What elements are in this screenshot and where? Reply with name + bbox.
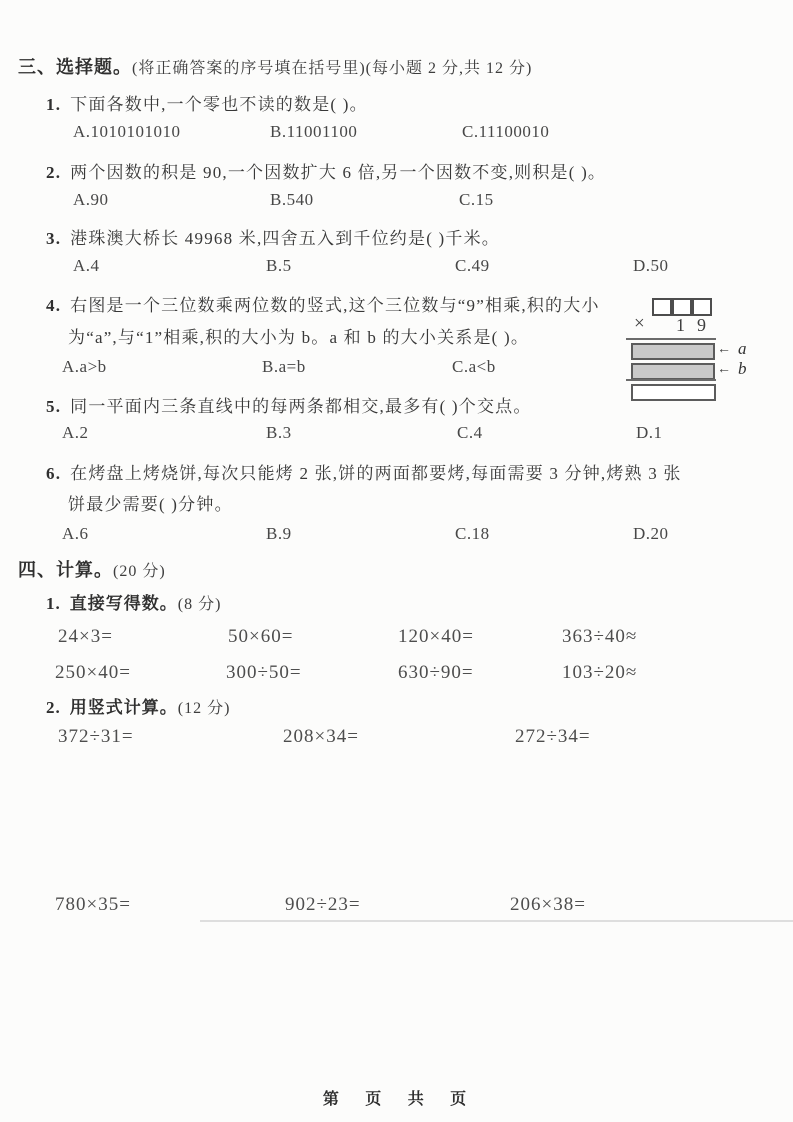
option-label: A.90 xyxy=(73,190,109,209)
math-expression: 208×34= xyxy=(283,726,359,747)
option-label: B.540 xyxy=(270,190,314,209)
partial-product-bar-b xyxy=(631,363,715,380)
math-expression: 300÷50= xyxy=(226,662,302,683)
option-label: C.4 xyxy=(457,423,483,442)
option-label: D.50 xyxy=(633,256,669,275)
option-label: B.5 xyxy=(266,256,292,275)
question-2-text: 两个因数的积是 90,一个因数扩大 6 倍,另一个因数不变,则积是( )。 xyxy=(70,163,607,182)
question-1-number: 1. xyxy=(46,95,62,114)
question-5 xyxy=(46,392,532,417)
scan-artifact-line xyxy=(200,920,793,922)
digit-box xyxy=(652,298,672,316)
option-label: B.9 xyxy=(266,524,292,543)
vertical-calc-row-1 xyxy=(0,726,793,754)
option-label: C.18 xyxy=(455,524,490,543)
section4-sub1-header xyxy=(46,589,221,614)
section3-title: 三、选择题。 xyxy=(18,57,132,77)
question-5-number: 5. xyxy=(46,397,62,416)
sub2-title: 用竖式计算。 xyxy=(69,698,178,717)
section4-points: (20 分) xyxy=(113,563,166,580)
times-sign: × xyxy=(634,313,645,334)
question-4-text-line2: 为“a”,与“1”相乘,积的大小为 b。a 和 b 的大小关系是( )。 xyxy=(68,328,530,347)
mental-math-row-1 xyxy=(0,626,793,654)
question-4-text-line1: 右图是一个三位数乘两位数的竖式,这个三位数与“9”相乘,积的大小 xyxy=(70,296,600,315)
sub2-number: 2. xyxy=(46,698,61,717)
question-5-text: 同一平面内三条直线中的每两条都相交,最多有( )个交点。 xyxy=(70,397,532,416)
question-3-text: 港珠澳大桥长 49968 米,四舍五入到千位约是( )千米。 xyxy=(70,229,500,248)
option-label: A.6 xyxy=(62,524,89,543)
question-4 xyxy=(46,291,600,316)
option-label: D.1 xyxy=(636,423,663,442)
label-a: a xyxy=(738,339,747,358)
math-expression: 630÷90= xyxy=(398,662,474,683)
digit-box xyxy=(692,298,712,316)
question-5-options xyxy=(0,423,793,449)
math-expression: 363÷40≈ xyxy=(562,626,638,647)
question-4-line2 xyxy=(68,323,529,348)
question-3 xyxy=(46,224,500,249)
vertical-calc-row-2 xyxy=(0,894,793,922)
digit-box xyxy=(672,298,692,316)
question-6-text-line2: 饼最少需要( )分钟。 xyxy=(68,495,233,514)
option-label: B.3 xyxy=(266,423,292,442)
result-bar xyxy=(631,384,716,401)
option-label: B.11001100 xyxy=(270,122,358,141)
question-3-number: 3. xyxy=(46,229,62,248)
section3-subtitle: (将正确答案的序号填在括号里)(每小题 2 分,共 12 分) xyxy=(132,60,533,77)
section3-header xyxy=(18,53,532,79)
sub1-points: (8 分) xyxy=(177,596,222,613)
section4-sub2-header xyxy=(46,693,230,718)
rule-line xyxy=(626,379,716,381)
sub1-number: 1. xyxy=(46,594,61,613)
math-expression: 206×38= xyxy=(510,894,586,915)
question-1 xyxy=(46,90,368,115)
arrow-icon: ← xyxy=(717,362,731,377)
option-label: A.1010101010 xyxy=(73,122,181,141)
partial-product-bar-a xyxy=(631,343,715,360)
section4-header xyxy=(18,556,166,582)
question-2-number: 2. xyxy=(46,163,62,182)
sub1-title: 直接写得数。 xyxy=(69,594,178,613)
question-1-text: 下面各数中,一个零也不读的数是( )。 xyxy=(70,95,368,114)
option-label: D.20 xyxy=(633,524,669,543)
option-label: B.a=b xyxy=(262,357,306,376)
option-label: C.15 xyxy=(459,190,494,209)
math-expression: 372÷31= xyxy=(58,726,134,747)
option-label: C.a<b xyxy=(452,357,496,376)
math-expression: 902÷23= xyxy=(285,894,361,915)
arrow-icon: ← xyxy=(717,342,731,357)
question-2-options xyxy=(0,190,793,216)
math-expression: 50×60= xyxy=(228,626,294,647)
math-expression: 272÷34= xyxy=(515,726,591,747)
option-label: A.4 xyxy=(73,256,100,275)
label-b: b xyxy=(738,359,747,378)
math-expression: 120×40= xyxy=(398,626,474,647)
question-6-number: 6. xyxy=(46,464,62,483)
question-6-text-line1: 在烤盘上烤烧饼,每次只能烤 2 张,饼的两面都要烤,每面需要 3 分钟,烤熟 3 张 xyxy=(70,464,682,483)
question-2 xyxy=(46,158,606,183)
section4-title: 四、计算。 xyxy=(18,560,113,580)
mental-math-row-2 xyxy=(0,662,793,690)
math-expression: 103÷20≈ xyxy=(562,662,638,683)
option-label: A.a>b xyxy=(62,357,107,376)
multiplication-diagram xyxy=(618,290,793,402)
math-expression: 250×40= xyxy=(55,662,131,683)
question-1-options xyxy=(0,122,793,148)
question-4-number: 4. xyxy=(46,296,62,315)
sub2-points: (12 分) xyxy=(177,700,231,717)
question-6-line2 xyxy=(68,490,233,515)
multiplier-digits: 19 xyxy=(676,315,718,335)
math-expression: 780×35= xyxy=(55,894,131,915)
question-3-options xyxy=(0,256,793,282)
rule-line xyxy=(626,338,716,340)
question-6-options xyxy=(0,524,793,550)
option-label: C.49 xyxy=(455,256,490,275)
math-expression: 24×3= xyxy=(58,626,113,647)
question-6 xyxy=(46,459,682,484)
option-label: A.2 xyxy=(62,423,89,442)
page-footer: 第 页 共 页 xyxy=(322,1091,471,1108)
option-label: C.11100010 xyxy=(462,122,550,141)
